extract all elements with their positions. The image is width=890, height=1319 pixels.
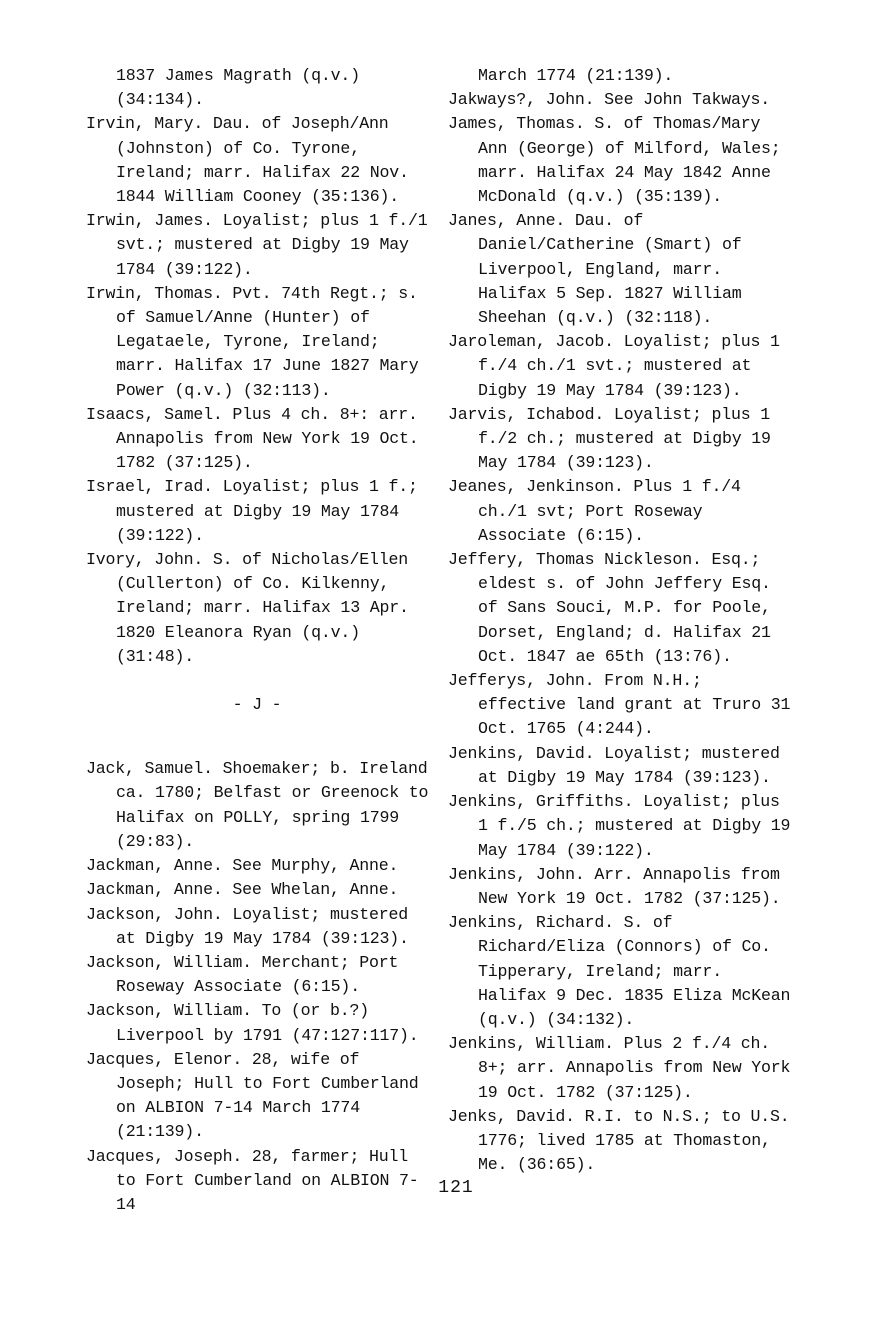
entry: Jenks, David. R.I. to N.S.; to U.S. 1776; lived 1785 at Thomaston, Me. (36:65). xyxy=(448,1106,790,1175)
entry: Jaroleman, Jacob. Loyalist; plus 1 f./4 ch./1 svt.; mustered at Digby 19 May 1784 (39:123). xyxy=(448,332,780,400)
entry: Jeffery, Thomas Nickleson. Esq.; eldest s. of John Jeffery Esq. of Sans Souci, M.P. for Poole, Dorset, England; d. Halifax 21 Oct. 1847 ae 65th (13:76). xyxy=(448,550,771,666)
entry: Irwin, Thomas. Pvt. 74th Regt.; s. of Samuel/Anne (Hunter) of Legataele, Tyrone, Ireland; marr. Halifax 17 June 1827 Mary Power (q.v.) (32:113). xyxy=(86,283,419,400)
entry: Jackson, William. To (or b.?) Liverpool by 1791 (47:127:117). xyxy=(86,1001,419,1045)
entry: Janes, Anne. Dau. of Daniel/Catherine (Smart) of Liverpool, England, marr. Halifax 5 Sep. 1827 William Sheehan (q.v.) (32:118). xyxy=(448,211,742,328)
entry: Irwin, James. Loyalist; plus 1 f./1 svt.; mustered at Digby 19 May 1784 (39:122). xyxy=(86,211,428,279)
right-column xyxy=(448,64,798,1177)
letter-heading: - J - xyxy=(232,695,282,715)
entry: Ivory, John. S. of Nicholas/Ellen (Cullerton) of Co. Kilkenny, Ireland; marr. Halifax 13 Apr. 1820 Eleanora Ryan (q.v.) (31:48). xyxy=(86,550,409,666)
left-column xyxy=(86,64,436,1217)
entry: Jackson, William. Merchant; Port Roseway Associate (6:15). xyxy=(86,952,399,997)
entry: Jenkins, William. Plus 2 f./4 ch. 8+; arr. Annapolis from New York 19 Oct. 1782 (37:125). xyxy=(448,1034,791,1102)
entry: Jeanes, Jenkinson. Plus 1 f./4 ch./1 svt; Port Roseway Associate (6:15). xyxy=(448,477,741,545)
entry: Israel, Irad. Loyalist; plus 1 f.; mustered at Digby 19 May 1784 (39:122). xyxy=(86,477,418,545)
entry: Jacques, Elenor. 28, wife of Joseph; Hull to Fort Cumberland on ALBION 7-14 March 1774 (21:139). xyxy=(86,1049,419,1142)
entry: Jenkins, John. Arr. Annapolis from New York 19 Oct. 1782 (37:125). xyxy=(448,864,781,908)
page-number: 121 xyxy=(438,1178,474,1198)
entry: Jefferys, John. From N.H.; effective land grant at Truro 31 Oct. 1765 (4:244). xyxy=(448,671,791,739)
entry: 1837 James Magrath (q.v.) (34:134). xyxy=(116,66,360,110)
entry: Jackman, Anne. See Whelan, Anne. xyxy=(86,880,399,900)
entry: March 1774 (21:139). xyxy=(478,66,674,85)
entry: Jack, Samuel. Shoemaker; b. Ireland ca. 1780; Belfast or Greenock to Halifax on POLLY, spring 1799 (29:83). xyxy=(86,759,429,851)
entry: Jenkins, Griffiths. Loyalist; plus 1 f./5 ch.; mustered at Digby 19 May 1784 (39:122). xyxy=(448,792,791,860)
entry: Jarvis, Ichabod. Loyalist; plus 1 f./2 ch.; mustered at Digby 19 May 1784 (39:123). xyxy=(448,404,771,473)
entry: Jenkins, Richard. S. of Richard/Eliza (Connors) of Co. Tipperary, Ireland; marr. Halifax 9 Dec. 1835 Eliza McKean (q.v.) (34:132). xyxy=(448,913,791,1029)
entry: Isaacs, Samel. Plus 4 ch. 8+: arr. Annapolis from New York 19 Oct. 1782 (37:125). xyxy=(86,404,419,473)
entry: Jackman, Anne. See Murphy, Anne. xyxy=(86,856,399,876)
entry: Jenkins, David. Loyalist; mustered at Digby 19 May 1784 (39:123). xyxy=(448,743,780,787)
entry: James, Thomas. S. of Thomas/Mary Ann (George) of Milford, Wales; marr. Halifax 24 May 1842 Anne McDonald (q.v.) (35:139). xyxy=(448,114,781,207)
entry: Jackson, John. Loyalist; mustered at Digby 19 May 1784 (39:123). xyxy=(86,904,409,948)
entry: Jacques, Joseph. 28, farmer; Hull to Fort Cumberland on ALBION 7-14 xyxy=(86,1146,419,1214)
entry: Jakways?, John. See John Takways. xyxy=(448,90,771,110)
entry: Irvin, Mary. Dau. of Joseph/Ann (Johnston) of Co. Tyrone, Ireland; marr. Halifax 22 Nov. 1844 William Cooney (35:136). xyxy=(86,114,409,207)
